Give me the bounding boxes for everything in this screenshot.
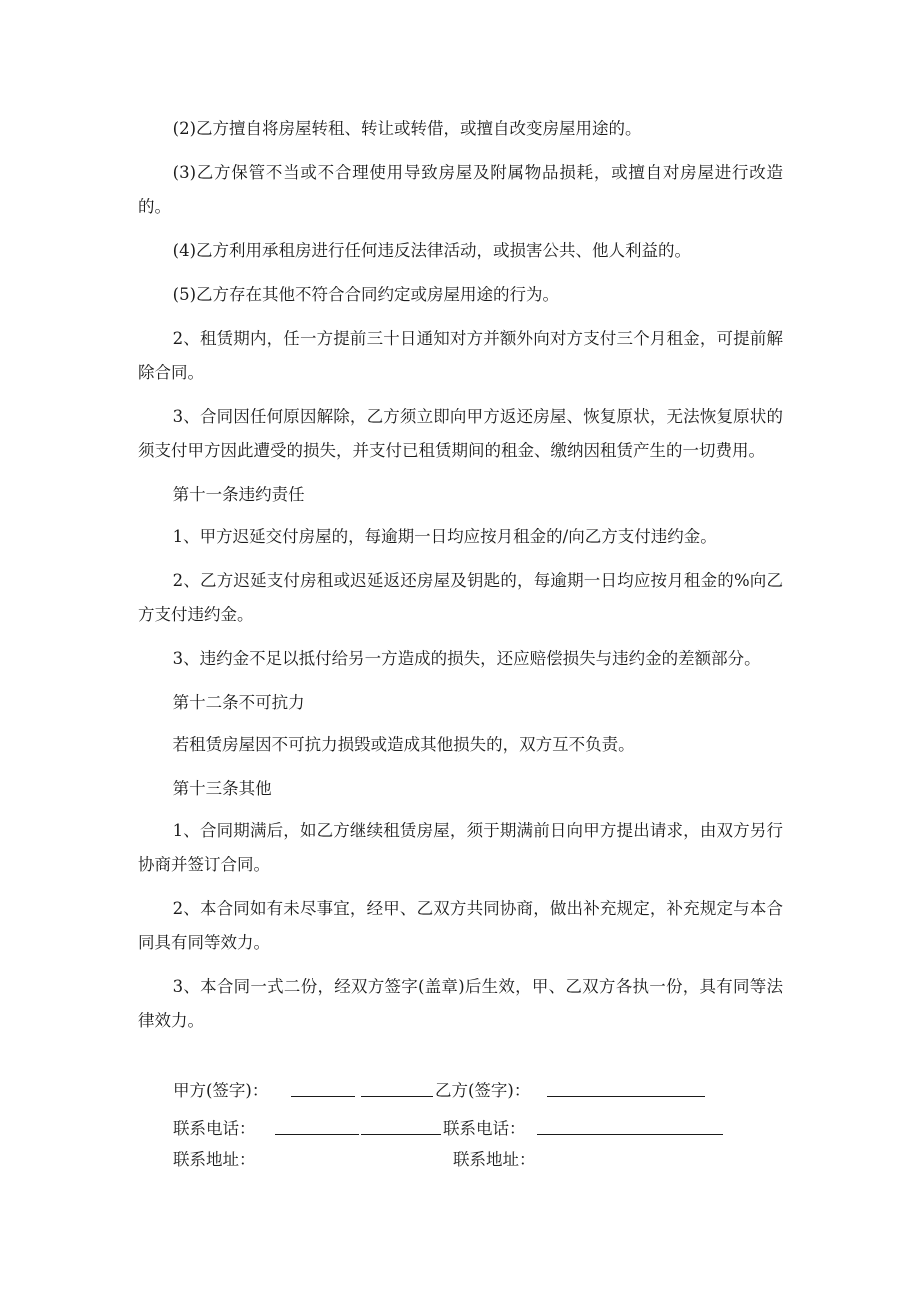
- party-a-address-label: 联系地址：: [173, 1150, 256, 1169]
- signature-block: [173, 1074, 793, 1174]
- article-13-item-2: 2、本合同如有未尽事宜，经甲、乙双方共同协商，做出补充规定，补充规定与本合同具有同等效力。: [138, 899, 783, 952]
- clause-termination-item-3: (3)乙方保管不当或不合理使用导致房屋及附属物品损耗，或擅自对房屋进行改造的。: [138, 163, 783, 216]
- article-12-heading: 第十二条不可抗力: [172, 693, 305, 712]
- party-b-sign-label: 乙方(签字)：: [435, 1081, 531, 1100]
- clause-termination-item-2: (2)乙方擅自将房屋转租、转让或转借，或擅自改变房屋用途的。: [172, 119, 642, 138]
- contract-body: [138, 112, 783, 1048]
- party-b-phone-label: 联系电话：: [443, 1119, 526, 1138]
- article-11-item-3: 3、违约金不足以抵付给另一方造成的损失，还应赔偿损失与违约金的差额部分。: [172, 649, 761, 668]
- clause-termination-item-5: (5)乙方存在其他不符合合同约定或房屋用途的行为。: [172, 285, 560, 304]
- article-12-text: 若租赁房屋因不可抗力损毁或造成其他损失的，双方互不负责。: [172, 735, 635, 754]
- clause-early-termination: 2、租赁期内，任一方提前三十日通知对方并额外向对方支付三个月租金，可提前解除合同。: [138, 329, 783, 382]
- article-13-heading: 第十三条其他: [172, 779, 272, 798]
- party-a-sign-blank[interactable]: [291, 1096, 355, 1097]
- party-a-phone-blank[interactable]: [275, 1134, 359, 1135]
- signature-row: [173, 1074, 793, 1108]
- party-b-phone-blank[interactable]: [537, 1134, 723, 1135]
- phone-row: [173, 1112, 793, 1146]
- party-b-sign-blank[interactable]: [547, 1096, 705, 1097]
- party-a-sign-label: 甲方(签字)：: [173, 1081, 269, 1100]
- article-11-item-2: 2、乙方迟延支付房租或迟延返还房屋及钥匙的，每逾期一日均应按月租金的%向乙方支付违约金。: [138, 571, 783, 624]
- party-a-phone-blank-2[interactable]: [361, 1134, 441, 1135]
- article-11-item-1: 1、甲方迟延交付房屋的，每逾期一日均应按月租金的/向乙方支付违约金。: [172, 527, 717, 546]
- clause-termination-return: 3、合同因任何原因解除，乙方须立即向甲方返还房屋、恢复原状，无法恢复原状的须支付甲方因此遭受的损失，并支付已租赁期间的租金、缴纳因租赁产生的一切费用。: [138, 407, 783, 460]
- article-13-item-3: 3、本合同一式二份，经双方签字(盖章)后生效，甲、乙双方各执一份，具有同等法律效力。: [138, 977, 783, 1030]
- party-b-address-label: 联系地址：: [453, 1150, 536, 1169]
- article-13-item-1: 1、合同期满后，如乙方继续租赁房屋，须于期满前日向甲方提出请求，由双方另行协商并签订合同。: [138, 821, 783, 874]
- clause-termination-item-4: (4)乙方利用承租房进行任何违反法律活动，或损害公共、他人利益的。: [172, 241, 692, 260]
- party-a-phone-label: 联系电话：: [173, 1119, 256, 1138]
- party-a-sign-blank-2[interactable]: [361, 1096, 433, 1097]
- address-row: [173, 1146, 793, 1174]
- article-11-heading: 第十一条违约责任: [172, 485, 305, 504]
